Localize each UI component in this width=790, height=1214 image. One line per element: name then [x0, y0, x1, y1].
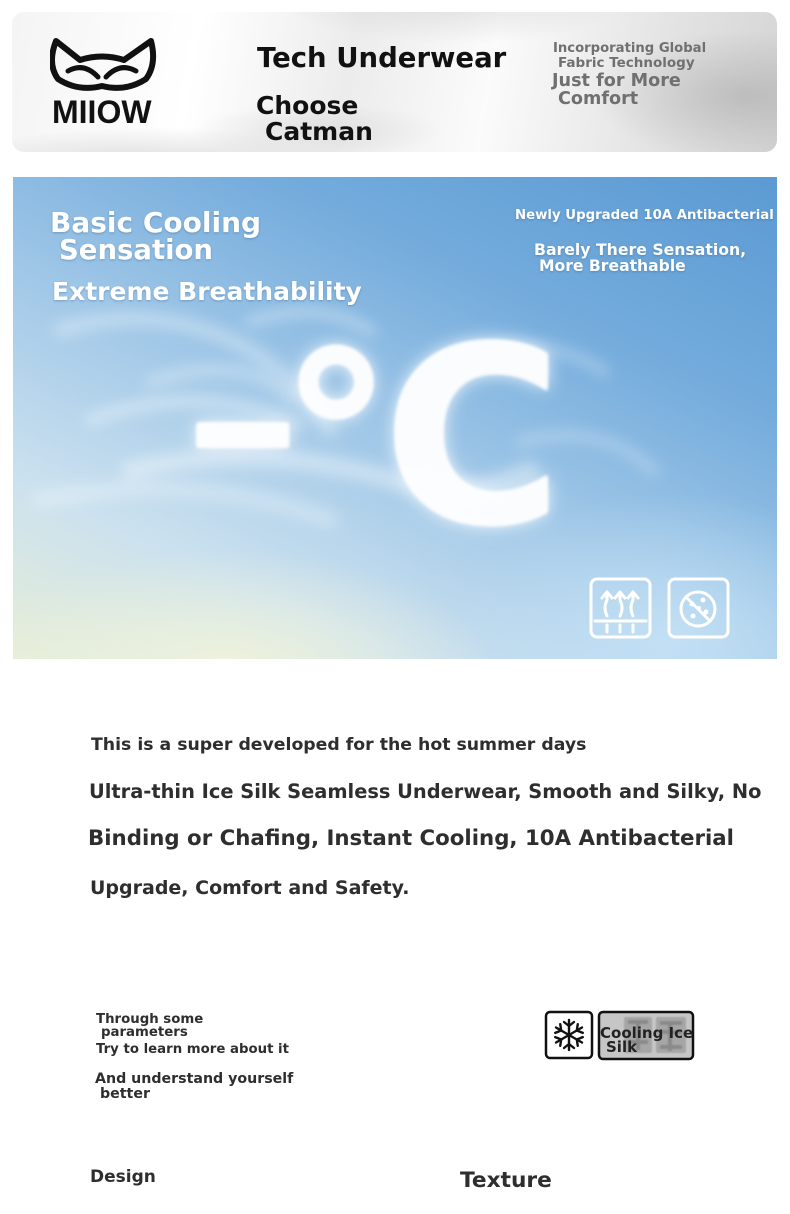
description-line-4: Upgrade, Comfort and Safety. [90, 877, 410, 899]
sub-tagline-line-1: Just for More [552, 71, 681, 91]
sub-tagline-line-2: Comfort [558, 89, 639, 109]
hero-cooling-panel [13, 177, 777, 659]
slogan-line-1: Choose [256, 91, 359, 120]
hero-headline-line-1: Basic Cooling [50, 206, 262, 239]
section-texture-heading: Texture [460, 1168, 552, 1193]
description-line-1: This is a super developed for the hot summer days [91, 735, 587, 755]
parameters-intro-line-1: Through some [96, 1012, 204, 1027]
tagline-line-1: Incorporating Global [553, 41, 707, 56]
degree-sign: ° [280, 306, 393, 568]
parameters-outro-line-1: And understand yourself [95, 1071, 294, 1087]
description-line-3: Binding or Chafing, Instant Cooling, 10A Antibacterial [88, 826, 734, 851]
badge-label-line-2: Silk [606, 1038, 638, 1056]
minus-sign: - [181, 326, 305, 525]
breathable-icon [591, 579, 650, 637]
parameters-intro-line-3: Try to learn more about it [96, 1042, 289, 1057]
tagline-line-2: Fabric Technology [558, 55, 695, 71]
hero-feature-line-1: Barely There Sensation, [534, 240, 747, 259]
minus-degree-celsius-symbol [181, 295, 563, 580]
slogan-line-2: Catman [265, 117, 373, 146]
hero-antibacterial-badge: Newly Upgraded 10A Antibacterial [515, 208, 774, 223]
snowflake-icon [546, 1012, 592, 1058]
section-design-heading: Design [90, 1167, 156, 1187]
header-banner [12, 12, 777, 152]
parameters-outro-line-2: better [100, 1086, 150, 1102]
product-title: Tech Underwear [257, 42, 507, 74]
parameters-intro-line-2: parameters [101, 1025, 188, 1040]
hero-headline-line-2: Sensation [59, 234, 214, 266]
antibacterial-icon [669, 579, 728, 637]
description-line-2: Ultra-thin Ice Silk Seamless Underwear, Smooth and Silky, No [89, 780, 762, 803]
cat-ears-logo-icon [50, 36, 158, 94]
badge-label-line-1: Cooling Ice [600, 1024, 694, 1042]
celsius-letter: C [383, 295, 563, 580]
hero-subheadline: Extreme Breathability [52, 277, 362, 306]
brand-logo-text: MIIOW [52, 94, 152, 130]
hero-feature-line-2: More Breathable [539, 257, 686, 275]
